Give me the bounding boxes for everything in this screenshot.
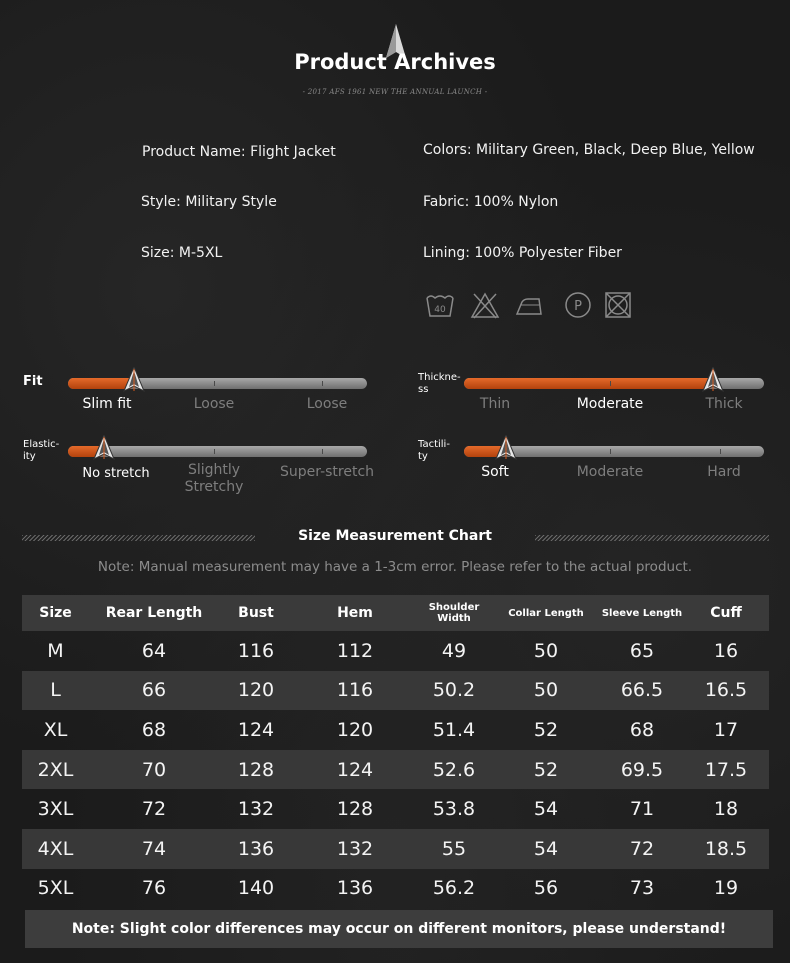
table-cell: 72 (141, 798, 167, 821)
table-cell: 56.2 (432, 877, 476, 900)
table-cell: 17.5 (683, 750, 769, 790)
table-cell: L (22, 671, 89, 711)
table-cell: 74 (89, 829, 219, 869)
table-cell: 124 (293, 750, 417, 790)
elasticity-option-slightly: Slightly Stretchy (184, 462, 244, 495)
color-difference-note: Note: Slight color differences may occur on different monitors, please understand! (25, 910, 773, 948)
table-cell: 73 (629, 877, 655, 900)
product-colors: Colors: Military Green, Black, Deep Blue, Yellow (423, 142, 755, 158)
table-cell: 53.8 (432, 798, 476, 821)
slider-tick (322, 449, 323, 454)
tactility-option-hard: Hard (707, 464, 741, 480)
table-cell: 68 (141, 718, 167, 741)
table-cell: 68 (629, 718, 655, 741)
slider-tick (214, 381, 215, 386)
thickness-option-thick: Thick (705, 396, 743, 412)
thickness-slider-fill (464, 378, 713, 389)
column-header-bust: Bust (219, 595, 293, 631)
size-table (22, 595, 769, 908)
thickness-label: Thickne- ss (418, 372, 461, 395)
table-row (22, 750, 769, 790)
table-cell: 136 (336, 877, 374, 900)
column-header-collar-length: Collar Length (491, 595, 601, 631)
table-cell: 132 (293, 829, 417, 869)
column-header-hem: Hem (293, 595, 417, 631)
size-chart-title: Size Measurement Chart (298, 528, 492, 544)
table-row (22, 869, 769, 909)
table-cell: 132 (237, 798, 275, 821)
table-cell: 76 (141, 877, 167, 900)
fit-option-loose: Loose (193, 396, 235, 412)
product-fabric: Fabric: 100% Nylon (423, 194, 559, 210)
table-cell: 136 (219, 829, 293, 869)
column-header-size: Size (22, 595, 89, 631)
elasticity-label: Elastic- ity (23, 439, 60, 462)
elasticity-option-super: Super-stretch (279, 464, 375, 480)
table-cell: 17 (713, 718, 739, 741)
column-header-cuff: Cuff (683, 595, 769, 631)
table-cell: 120 (219, 671, 293, 711)
table-cell: 49 (441, 639, 467, 662)
size-table-body (22, 631, 769, 908)
table-cell: 2XL (22, 750, 89, 790)
product-size: Size: M-5XL (141, 245, 223, 261)
table-cell: 64 (141, 639, 167, 662)
fit-label: Fit (23, 374, 43, 389)
tactility-label: Tactili- ty (418, 439, 450, 462)
product-lining: Lining: 100% Polyester Fiber (423, 245, 622, 261)
table-row (22, 710, 769, 750)
table-cell: 4XL (22, 829, 89, 869)
table-cell: 72 (601, 829, 683, 869)
column-header-rear-length: Rear Length (89, 595, 219, 631)
product-style: Style: Military Style (141, 194, 277, 210)
table-cell: 140 (237, 877, 275, 900)
table-cell: 120 (336, 718, 374, 741)
table-cell: 16.5 (683, 671, 769, 711)
tactility-marker-icon (495, 435, 517, 461)
table-cell: 50 (533, 639, 559, 662)
fit-option-slim: Slim fit (82, 396, 132, 412)
no-bleach-icon (470, 290, 500, 320)
table-cell: XL (43, 718, 68, 741)
table-cell: 5XL (37, 877, 74, 900)
table-cell: 18.5 (683, 829, 769, 869)
table-cell: 52 (491, 750, 601, 790)
fit-slider (68, 378, 367, 389)
thickness-option-moderate: Moderate (576, 396, 644, 412)
fit-option-loose-2: Loose (306, 396, 348, 412)
table-cell: 116 (293, 671, 417, 711)
table-cell: 66.5 (601, 671, 683, 711)
table-cell: 69.5 (601, 750, 683, 790)
table-row (22, 829, 769, 869)
table-cell: 116 (237, 639, 275, 662)
table-cell: 66 (89, 671, 219, 711)
slider-tick (322, 381, 323, 386)
table-cell: 3XL (37, 798, 74, 821)
measurement-note: Note: Manual measurement may have a 1-3cm error. Please refer to the actual product. (97, 559, 693, 575)
product-name: Product Name: Flight Jacket (142, 144, 336, 160)
page-subtitle: - 2017 AFS 1961 NEW THE ANNUAL LAUNCH - (302, 88, 488, 96)
table-cell: 128 (336, 798, 374, 821)
iron-icon (515, 290, 545, 320)
table-cell: 70 (89, 750, 219, 790)
table-cell: 50.2 (417, 671, 491, 711)
page-title: Product Archives (294, 50, 496, 74)
slider-tick (214, 449, 215, 454)
table-row (22, 631, 769, 671)
table-cell: 52.6 (417, 750, 491, 790)
table-row (22, 789, 769, 829)
table-cell: 128 (219, 750, 293, 790)
table-cell: 55 (417, 829, 491, 869)
table-cell: 112 (336, 639, 374, 662)
elasticity-option-no-stretch: No stretch (82, 466, 150, 481)
table-cell: 54 (533, 798, 559, 821)
tactility-option-soft: Soft (481, 464, 509, 480)
table-cell: M (47, 639, 64, 662)
table-cell: 71 (629, 798, 655, 821)
table-row (22, 671, 769, 711)
tactility-option-moderate: Moderate (576, 464, 644, 480)
table-cell: 56 (533, 877, 559, 900)
table-cell: 18 (713, 798, 739, 821)
thickness-marker-icon (702, 367, 724, 393)
slider-tick (720, 449, 721, 454)
table-cell: 52 (533, 718, 559, 741)
no-tumble-dry-icon (603, 290, 633, 320)
table-cell: 124 (237, 718, 275, 741)
table-cell: 51.4 (432, 718, 476, 741)
dry-clean-p-icon (563, 290, 593, 320)
table-cell: 50 (491, 671, 601, 711)
wash-40-icon (425, 290, 455, 320)
dry-clean-text: P (574, 299, 582, 314)
slider-tick (610, 381, 611, 386)
slider-tick (610, 449, 611, 454)
table-cell: 54 (491, 829, 601, 869)
table-cell: 16 (713, 639, 739, 662)
column-header-shoulder-width: Shoulder Width (417, 595, 491, 631)
fit-marker-icon (123, 367, 145, 393)
elasticity-marker-icon (93, 435, 115, 461)
thickness-option-thin: Thin (479, 396, 511, 412)
table-cell: 65 (629, 639, 655, 662)
table-cell: 19 (713, 877, 739, 900)
wash-temp-text: 40 (434, 305, 446, 315)
column-header-sleeve-length: Sleeve Length (601, 595, 683, 631)
table-header-row (22, 595, 769, 631)
